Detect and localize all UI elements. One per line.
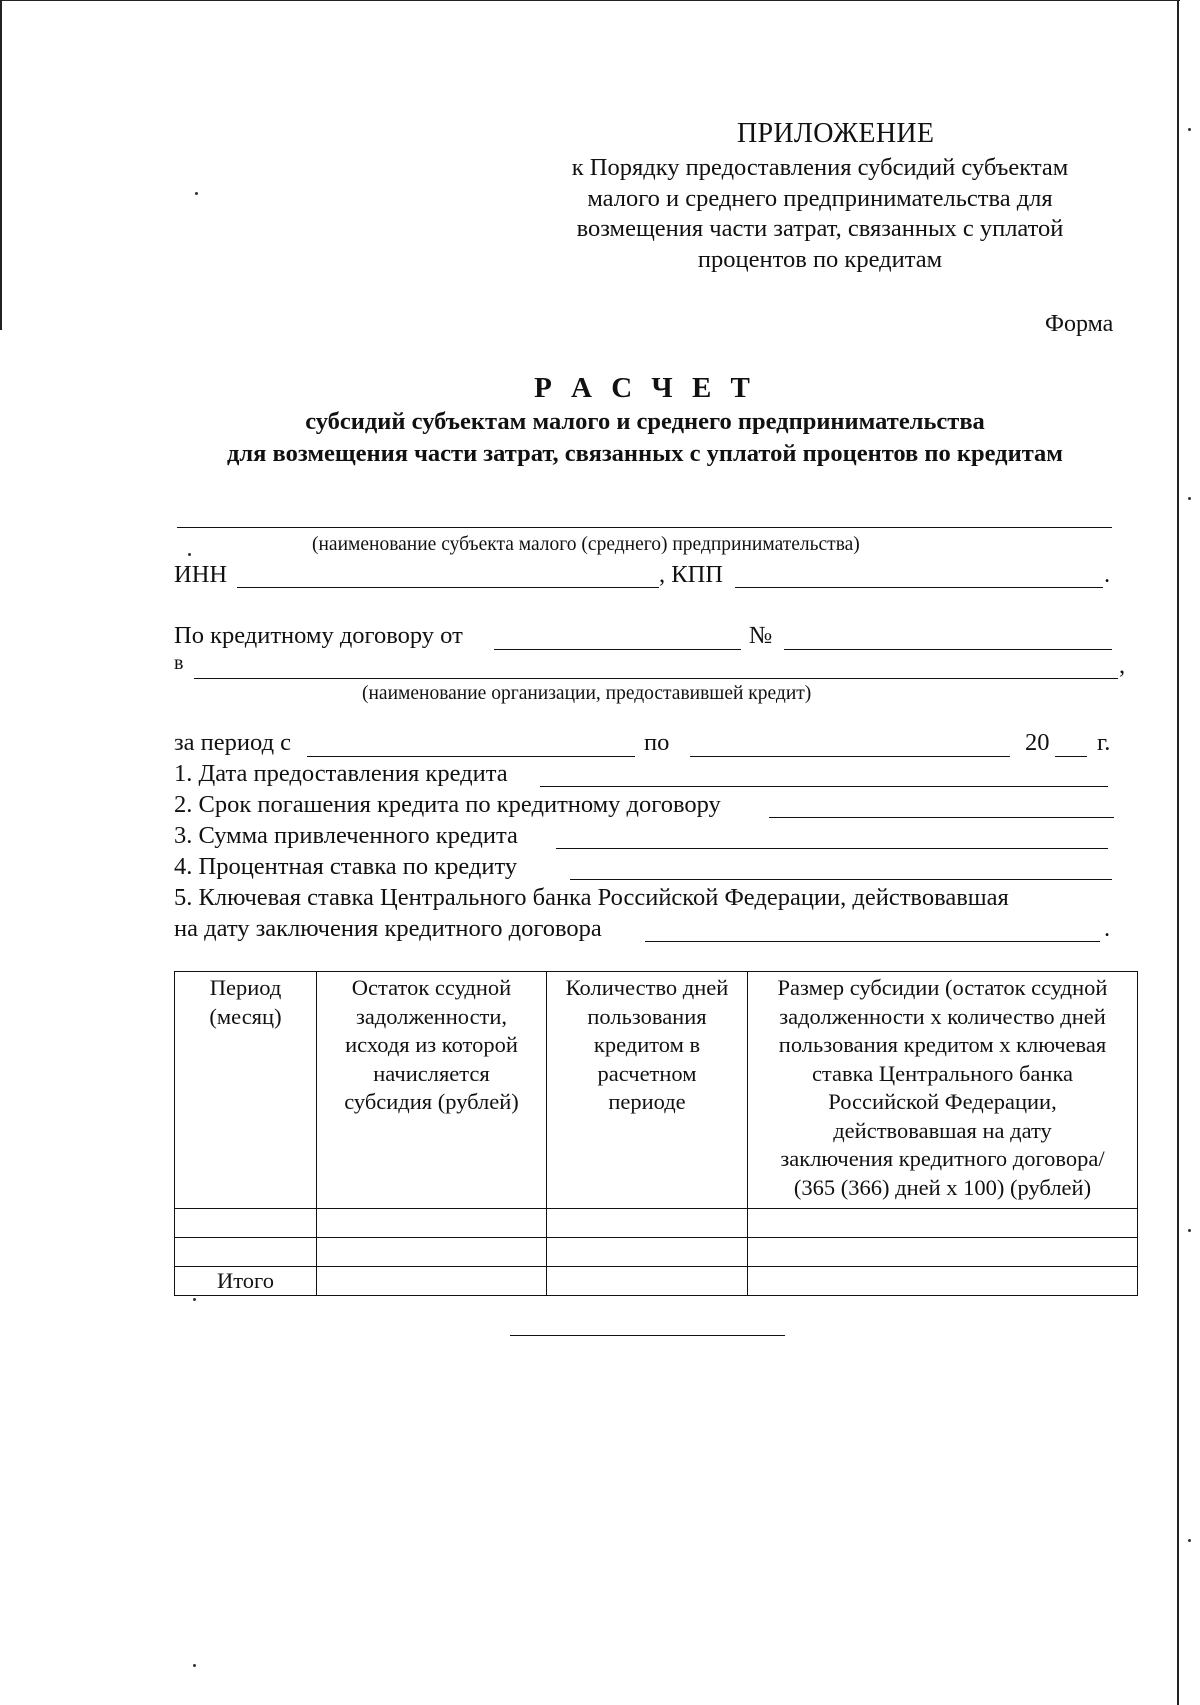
loan-number-field[interactable]: [784, 649, 1112, 650]
header-line: пользования кредитом х ключевая: [778, 1032, 1107, 1057]
appendix-line: процентов по кредитам: [697, 245, 943, 273]
inn-line-end: .: [1104, 561, 1111, 588]
bank-in-label: в: [174, 652, 184, 674]
header-line: исходя из которой: [345, 1032, 518, 1057]
header-line: Российской Федерации,: [828, 1089, 1057, 1114]
item-loan-date-label: 1. Дата предоставления кредита: [174, 760, 508, 787]
table-cell[interactable]: [547, 1238, 748, 1267]
bank-name-caption: (наименование организации, предоставившей кредит): [362, 683, 812, 704]
table-cell[interactable]: [748, 1209, 1138, 1238]
appendix-reference: [520, 153, 1120, 275]
appendix-line: возмещения части затрат, связанных с уплатой: [576, 215, 1064, 242]
period-from-label: за период с: [174, 729, 292, 756]
item-repayment-term-field[interactable]: [769, 817, 1114, 818]
header-loan-balance: [317, 972, 547, 1209]
period-from-field[interactable]: [307, 756, 635, 757]
header-line: действовавшая на дату: [833, 1117, 1052, 1143]
year-field[interactable]: [1055, 756, 1087, 757]
header-line: кредитом в: [593, 1032, 701, 1057]
table-cell[interactable]: [317, 1209, 547, 1238]
item-interest-rate-field[interactable]: [570, 879, 1112, 880]
bank-name-field[interactable]: [194, 678, 1118, 679]
total-cell[interactable]: [748, 1267, 1138, 1296]
scan-left-edge: [0, 0, 2, 330]
kpp-label: , КПП: [659, 561, 723, 588]
entity-name-field[interactable]: [177, 527, 1112, 528]
bank-line-end: ,: [1119, 652, 1126, 679]
header-line: (месяц): [209, 1003, 282, 1029]
scan-speck: [1188, 497, 1191, 500]
table-row: [175, 1238, 1138, 1267]
scan-speck: [1188, 128, 1191, 131]
scan-speck: [193, 1298, 196, 1301]
scan-speck: [1188, 1539, 1191, 1542]
year-suffix: г.: [1097, 729, 1111, 756]
scan-top-edge: [0, 0, 1180, 1]
subtitle-line: субсидий субъектам малого и среднего предпринимательства: [305, 408, 985, 435]
table-total-row: [175, 1267, 1138, 1296]
item-key-rate-end: .: [1104, 915, 1111, 942]
header-days-count: [547, 972, 748, 1209]
appendix-line: к Порядку предоставления субсидий субъектам: [571, 154, 1069, 181]
period-to-field[interactable]: [690, 756, 1010, 757]
scan-speck: [1188, 1229, 1191, 1232]
header-line: начисляется: [373, 1060, 490, 1086]
table-header-row: [175, 972, 1138, 1209]
entity-name-caption: (наименование субъекта малого (среднего) предпринимательства): [312, 534, 860, 555]
table-cell[interactable]: [317, 1238, 547, 1267]
header-line: периоде: [608, 1089, 686, 1114]
item-interest-rate-label: 4. Процентная ставка по кредиту: [174, 853, 518, 880]
item-loan-date-field[interactable]: [540, 786, 1108, 787]
header-line: Количество дней: [565, 975, 729, 1000]
header-line: заключения кредитного договора/: [780, 1146, 1105, 1171]
header-subsidy-amount: [748, 972, 1138, 1209]
total-label: Итого: [175, 1267, 317, 1296]
item-key-rate-field[interactable]: [645, 941, 1100, 942]
scan-right-edge: [1177, 0, 1179, 1705]
item-key-rate-label-cont: на дату заключения кредитного договора: [174, 915, 602, 942]
table-cell[interactable]: [547, 1209, 748, 1238]
header-line: расчетном: [597, 1060, 697, 1086]
item-repayment-term-label: 2. Срок погашения кредита по кредитному договору: [174, 791, 721, 818]
form-label: Форма: [1045, 311, 1114, 337]
item-loan-amount-label: 3. Сумма привлеченного кредита: [174, 822, 518, 849]
item-key-rate-label: 5. Ключевая ставка Центрального банка Российской Федерации, действовавшая: [174, 884, 1009, 911]
closing-separator: [510, 1335, 785, 1336]
item-loan-amount-field[interactable]: [556, 848, 1108, 849]
table-cell[interactable]: [175, 1209, 317, 1238]
loan-agreement-label: По кредитному договору от: [174, 622, 463, 649]
scan-speck: [195, 192, 198, 195]
total-cell[interactable]: [317, 1267, 547, 1296]
table-row: [175, 1209, 1138, 1238]
header-line: Размер субсидии (остаток ссудной: [777, 975, 1108, 1000]
document-subtitle: [0, 406, 1200, 470]
year-prefix: 20: [1025, 729, 1050, 756]
appendix-line: малого и среднего предпринимательства для: [587, 184, 1053, 212]
table-cell[interactable]: [175, 1238, 317, 1267]
scan-speck: [188, 553, 191, 556]
document-title: Р А С Ч Е Т: [534, 372, 756, 404]
header-line: Остаток ссудной: [351, 975, 512, 1000]
inn-field[interactable]: [237, 587, 659, 588]
total-cell[interactable]: [547, 1267, 748, 1296]
header-line: субсидия (рублей): [344, 1089, 519, 1114]
appendix-title: ПРИЛОЖЕНИЕ: [737, 118, 935, 149]
header-line: Период: [209, 975, 282, 1000]
header-line: пользования: [587, 1003, 707, 1029]
loan-number-label: №: [749, 622, 773, 649]
loan-date-field[interactable]: [494, 649, 741, 650]
subsidy-calculation-table: [174, 971, 1138, 1296]
header-line: задолженности,: [355, 1003, 508, 1029]
header-line: ставка Центрального банка: [811, 1060, 1074, 1086]
period-to-label: по: [644, 729, 670, 756]
header-period: [175, 972, 317, 1209]
header-line: (365 (366) дней х 100) (рублей): [793, 1174, 1092, 1200]
inn-label: ИНН: [174, 561, 228, 588]
subtitle-line: для возмещения части затрат, связанных с уплатой процентов по кредитам: [227, 440, 1063, 467]
header-line: задолженности х количество дней: [779, 1003, 1106, 1029]
scan-speck: [193, 1664, 196, 1667]
kpp-field[interactable]: [735, 587, 1103, 588]
table-cell[interactable]: [748, 1238, 1138, 1267]
